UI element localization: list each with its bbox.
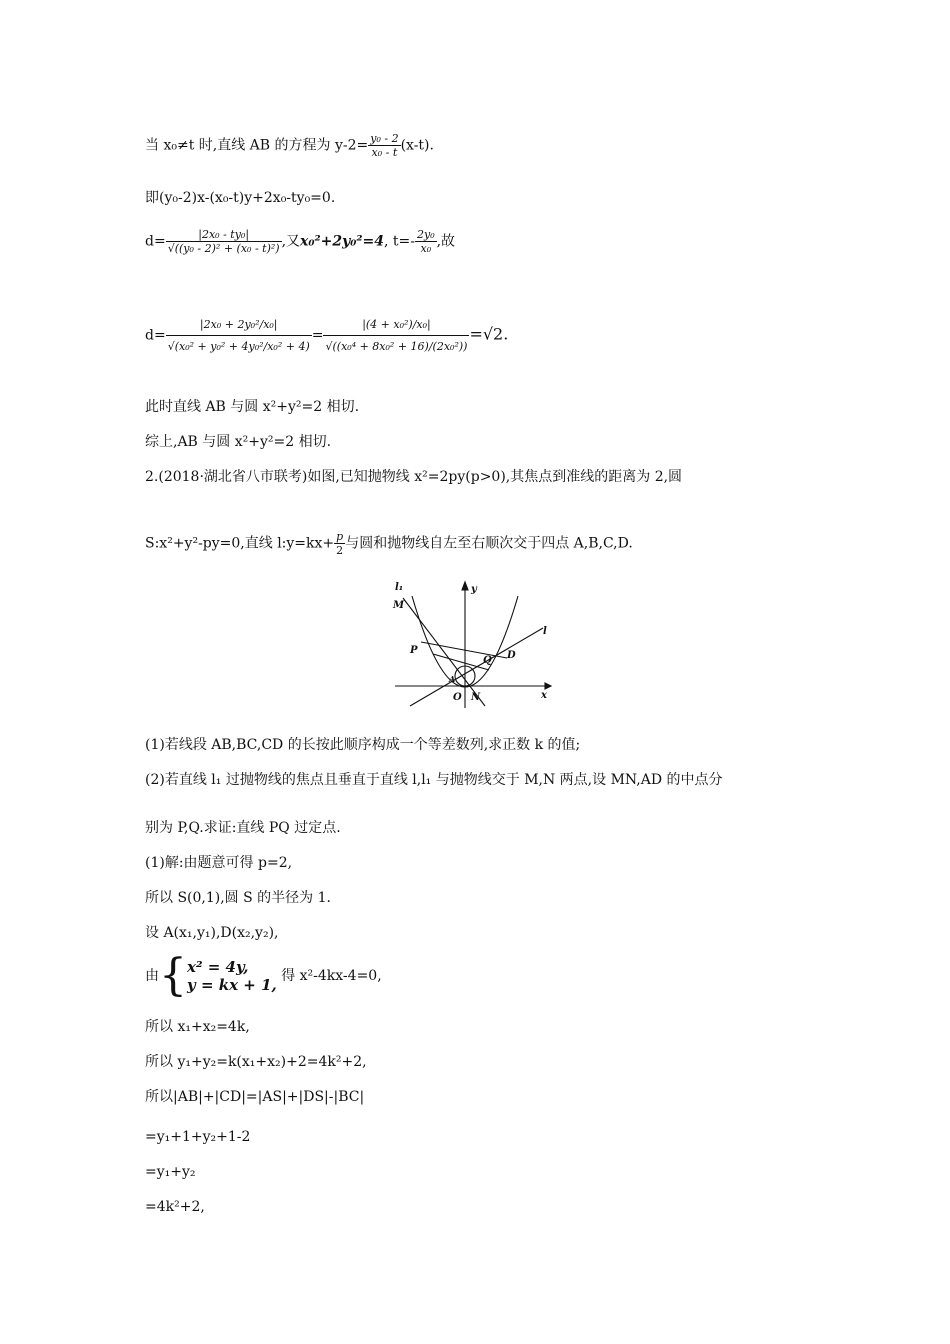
fraction-t: $\frac{\text{2y₀}}{\text{x₀}}$ bbox=[416, 228, 435, 255]
label-d: D bbox=[507, 650, 516, 661]
x-axis-arrow-icon bbox=[545, 683, 551, 689]
label-o: O bbox=[453, 692, 462, 703]
fraction-distance-substituted: $\frac{\text{|2x₀ + 2y₀²/x₀|}}{\text{√(x₀² + y₀² + 4y₀²/x₀² + 4)}}$ bbox=[167, 318, 310, 353]
fraction-slope: $\frac{\text{y₀ - 2}}{\text{x₀ - t}}$ bbox=[370, 132, 399, 159]
label-q: Q bbox=[483, 655, 492, 666]
label-n: N bbox=[471, 692, 481, 703]
line-tangent-case: 此时直线 AB 与圆 x²+y²=2 相切. bbox=[145, 399, 360, 415]
line-conclusion: 综上,AB 与圆 x²+y²=2 相切. bbox=[145, 434, 332, 450]
label-y: y bbox=[471, 584, 477, 595]
solution-step-10: =4k²+2, bbox=[145, 1199, 205, 1215]
parabola-circle-figure bbox=[385, 578, 565, 713]
label-x: x bbox=[541, 690, 547, 701]
left-brace: { bbox=[159, 950, 187, 1001]
solution-step-2: 所以 S(0,1),圆 S 的半径为 1. bbox=[145, 890, 331, 906]
fraction-p-over-2: $\frac{p}{2}$ bbox=[336, 530, 344, 557]
solution-step-1: (1)解:由题意可得 p=2, bbox=[145, 855, 293, 871]
line-distance-result: d= $\frac{\text{|2x₀ + 2y₀²/x₀|}}{\text{√(x₀² + y₀² + 4y₀²/x₀² + 4)}}$ = $\frac{\text{|(4 + x₀²)/x₀|}}{\text{√((x₀⁴ + 8x₀² + 16)/(2x₀²))}}$ =√2. bbox=[145, 318, 509, 353]
fraction-distance: $\frac{\text{|2x₀ - ty₀|}}{\text{√((y₀ - 2)² + (x₀ - t)²)}}$ bbox=[167, 228, 280, 255]
line-general-equation: 即(y₀-2)x-(x₀-t)y+2x₀-ty₀=0. bbox=[145, 190, 336, 206]
problem-2-statement: 2.(2018·湖北省八市联考)如图,已知抛物线 x²=2py(p>0),其焦点到准线的距离为 2,圆 bbox=[145, 469, 683, 485]
label-m: M bbox=[393, 600, 405, 611]
label-a: A bbox=[449, 674, 456, 684]
solution-step-6: 所以 y₁+y₂=k(x₁+x₂)+2=4k²+2, bbox=[145, 1054, 367, 1070]
line-case-x0-ne-t: 当 x₀≠t 时,直线 AB 的方程为 y-2= $\frac{\text{y₀ - 2}}{\text{x₀ - t}}$ (x-t). bbox=[145, 132, 434, 159]
question-2: (2)若直线 l₁ 过抛物线的焦点且垂直于直线 l,l₁ 与抛物线交于 M,N 两点,设 MN,AD 的中点分 bbox=[145, 772, 723, 788]
solution-step-5: 所以 x₁+x₂=4k, bbox=[145, 1019, 250, 1035]
label-p: P bbox=[410, 645, 418, 656]
segment-aux bbox=[433, 654, 489, 670]
question-1: (1)若线段 AB,BC,CD 的长按此顺序构成一个等差数列,求正数 k 的值; bbox=[145, 737, 581, 753]
fraction-distance-simplified: $\frac{\text{|(4 + x₀²)/x₀|}}{\text{√((x₀⁴ + 8x₀² + 16)/(2x₀²))}}$ bbox=[325, 318, 468, 353]
problem-2-statement-cont: S:x²+y²-py=0,直线 l:y=kx+ $\frac{p}{2}$ 与圆和抛物线自左至右顺次交于四点 A,B,C,D. bbox=[145, 530, 633, 557]
solution-step-8: =y₁+1+y₂+1-2 bbox=[145, 1129, 251, 1145]
solution-step-9: =y₁+y₂ bbox=[145, 1164, 196, 1180]
question-2-cont: 别为 P,Q.求证:直线 PQ 过定点. bbox=[145, 820, 341, 836]
equation-system: x² = 4y, y = kx + 1, bbox=[187, 958, 277, 994]
line-distance-formula: d= $\frac{\text{|2x₀ - ty₀|}}{\text{√((y₀ - 2)² + (x₀ - t)²)}}$ ,又x₀²+2y₀²=4, t=- $\frac{\text{2y₀}}{\text{x₀}}$ ,故 bbox=[145, 228, 456, 255]
solution-step-3: 设 A(x₁,y₁),D(x₂,y₂), bbox=[145, 925, 279, 941]
solution-step-7: 所以|AB|+|CD|=|AS|+|DS|-|BC| bbox=[145, 1089, 365, 1105]
label-l: l bbox=[543, 626, 547, 637]
y-axis-arrow-icon bbox=[462, 582, 468, 590]
solution-system: 由{ x² = 4y, y = kx + 1, 得 x²-4kx-4=0, bbox=[145, 950, 382, 1001]
label-l1: l₁ bbox=[395, 582, 404, 593]
